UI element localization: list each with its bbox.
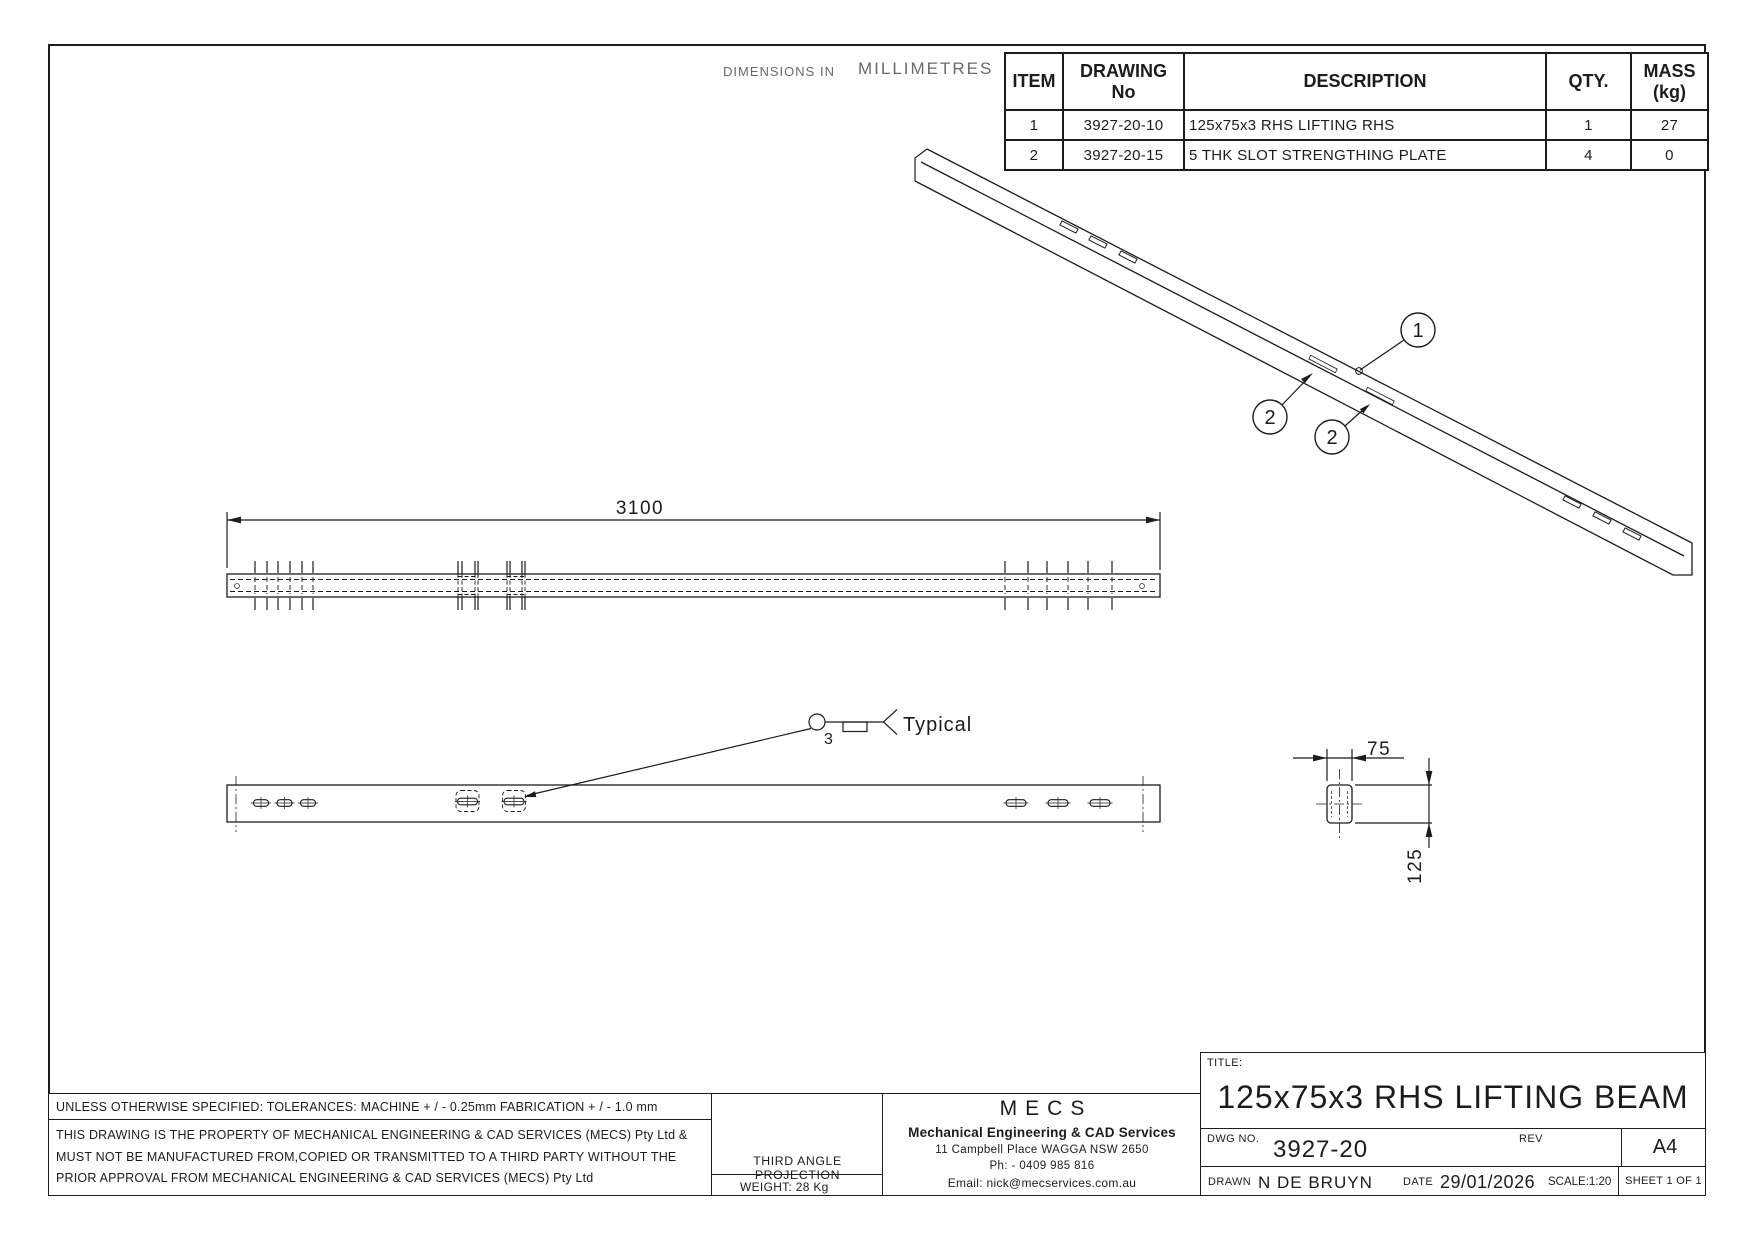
col-description: DESCRIPTION [1184,53,1546,110]
bottom-view [227,776,1160,832]
section-view [1293,739,1432,884]
weld-note-text: Typical [903,714,973,736]
parts-table-header [1005,53,1708,110]
height-dimension [1355,758,1432,884]
front-view [227,498,1160,610]
col-qty: QTY. [1546,53,1631,110]
property-note-line1: THIS DRAWING IS THE PROPERTY OF MECHANICAL ENGINEERING & CAD SERVICES (MECS) Pty Ltd & [56,1128,688,1142]
company-block [882,1093,1202,1196]
dwg-no-label: DWG NO. [1207,1133,1260,1145]
col-drawing-no: DRAWING No [1063,53,1184,110]
balloon-2b-label: 2 [1326,427,1338,449]
balloon-1 [1356,313,1435,374]
bottom-slots [251,796,1113,810]
iso-view [915,149,1692,575]
sheet-number: SHEET 1 OF 1 [1618,1166,1708,1196]
width-dim-text: 75 [1367,739,1392,760]
row2-qty: 4 [1546,140,1631,170]
projection-block [711,1093,884,1196]
date-value: 29/01/2026 [1440,1172,1536,1192]
page-title: 125x75x3 RHS LIFTING BEAM [1217,1079,1689,1115]
row2-description: 5 THK SLOT STRENGTHING PLATE [1184,140,1546,170]
row2-item: 2 [1005,140,1063,170]
title-label: TITLE: [1207,1057,1243,1069]
company-email: Email: nick@mecservices.com.au [947,1176,1137,1190]
balloon-2a [1253,373,1313,434]
rev-label: REV [1519,1133,1543,1145]
dwg-no-box [1200,1128,1706,1167]
weld-note-number: 3 [824,731,833,748]
date-label: DATE [1403,1176,1434,1188]
balloon-2a-label: 2 [1264,407,1276,429]
row2-mass: 0 [1631,140,1708,170]
projection-label: THIRD ANGLE PROJECTION [753,1154,842,1182]
title-box [1200,1052,1706,1129]
property-note-line3: PRIOR APPROVAL FROM MECHANICAL ENGINEERING & CAD SERVICES (MECS) Pty Ltd [56,1171,594,1185]
drawn-label: DRAWN [1208,1176,1252,1188]
property-note-line2: MUST NOT BE MANUFACTURED FROM,COPIED OR TRANSMITTED TO A THIRD PARTY WITHOUT THE [56,1149,677,1164]
length-dim-text: 3100 [615,498,665,519]
parts-table [1004,52,1709,171]
scale-value: SCALE:1:20 [1548,1176,1612,1188]
company-name: Mechanical Engineering & CAD Services [908,1125,1176,1140]
iso-slots [1060,221,1641,540]
length-dimension [227,498,1160,570]
row1-qty: 1 [1546,110,1631,140]
width-dimension [1293,739,1404,781]
weight-value: WEIGHT: 28 Kg [740,1180,829,1194]
property-note [48,1119,713,1196]
company-phone: Ph: - 0409 985 816 [989,1160,1095,1172]
tolerance-note [48,1093,713,1121]
row2-drawing-no: 3927-20-15 [1063,140,1184,170]
col-item: ITEM [1005,53,1063,110]
units-label: DIMENSIONS IN [723,64,835,79]
dwg-no-value: 3927-20 [1273,1136,1369,1163]
balloon-2b [1315,404,1370,454]
drawn-by-value: N DE BRUYN [1258,1173,1373,1192]
row1-mass: 27 [1631,110,1708,140]
iso-plates [1309,355,1394,404]
divider [712,1174,883,1175]
row1-drawing-no: 3927-20-10 [1063,110,1184,140]
row1-description: 125x75x3 RHS LIFTING RHS [1184,110,1546,140]
company-logo: MECS [999,1097,1093,1120]
col-mass: MASS (kg) [1631,53,1708,110]
height-dim-text: 125 [1405,847,1426,884]
drawn-box [1200,1166,1706,1196]
tolerance-note-text: UNLESS OTHERWISE SPECIFIED: TOLERANCES: MACHINE + / - 0.25mm FABRICATION + / - 1.0 mm [56,1100,658,1114]
front-plate-lines [458,561,525,610]
table-row [1005,110,1708,140]
weld-note [524,710,972,798]
front-slot-ticks [255,561,1112,610]
row1-item: 1 [1005,110,1063,140]
company-address: 11 Campbell Place WAGGA NSW 2650 [935,1144,1149,1156]
table-row [1005,140,1708,170]
units-value: MILLIMETRES [858,59,994,78]
sheet-size: A4 [1621,1128,1708,1167]
balloon-1-label: 1 [1412,320,1424,342]
